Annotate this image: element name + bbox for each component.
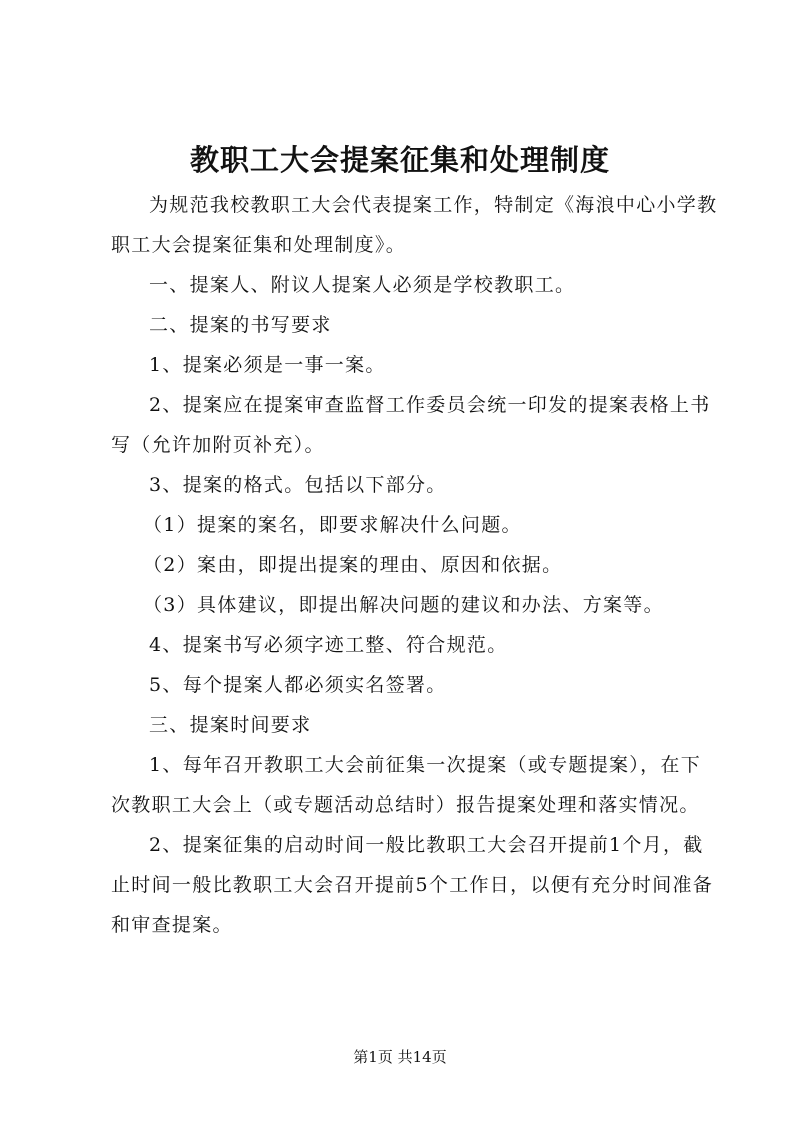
document-body — [111, 185, 721, 945]
paragraph-item-5: 5、每个提案人都必须实名签署。 — [149, 674, 447, 696]
paragraph-section-3-heading: 三、提案时间要求 — [149, 714, 312, 736]
paragraph-section-2-heading: 二、提案的书写要求 — [149, 314, 332, 336]
paragraph-intro: 为规范我校教职工大会代表提案工作，特制定《海浪中心小学教职工大会提案征集和处理制度》。 — [111, 194, 718, 256]
paragraph-time-2: 2、提案征集的启动时间一般比教职工大会召开提前1个月，截止时间一般比教职工大会召开提前5个工作日，以便有充分时间准备和审查提案。 — [111, 834, 714, 936]
paragraph-section-1: 一、提案人、附议人提案人必须是学校教职工。 — [149, 274, 576, 296]
paragraph-item-1: 1、提案必须是一事一案。 — [149, 354, 386, 376]
paragraph-subitem-3: （3）具体建议，即提出解决问题的建议和办法、方案等。 — [143, 594, 664, 616]
paragraph-subitem-2: （2）案由，即提出提案的理由、原因和依据。 — [143, 554, 563, 576]
page-footer: 第1页 共14页 — [353, 1048, 447, 1066]
paragraph-subitem-1: （1）提案的案名，即要求解决什么问题。 — [143, 514, 522, 536]
document-title: 教职工大会提案征集和处理制度 — [189, 143, 610, 177]
paragraph-time-1: 1、每年召开教职工大会前征集一次提案（或专题提案），在下次教职工大会上（或专题活动总结时）报告提案处理和落实情况。 — [111, 754, 701, 816]
paragraph-item-3: 3、提案的格式。包括以下部分。 — [149, 474, 447, 496]
paragraph-item-2: 2、提案应在提案审查监督工作委员会统一印发的提案表格上书写（允许加附页补充）。 — [111, 394, 711, 456]
paragraph-item-4: 4、提案书写必须字迹工整、符合规范。 — [149, 634, 508, 656]
